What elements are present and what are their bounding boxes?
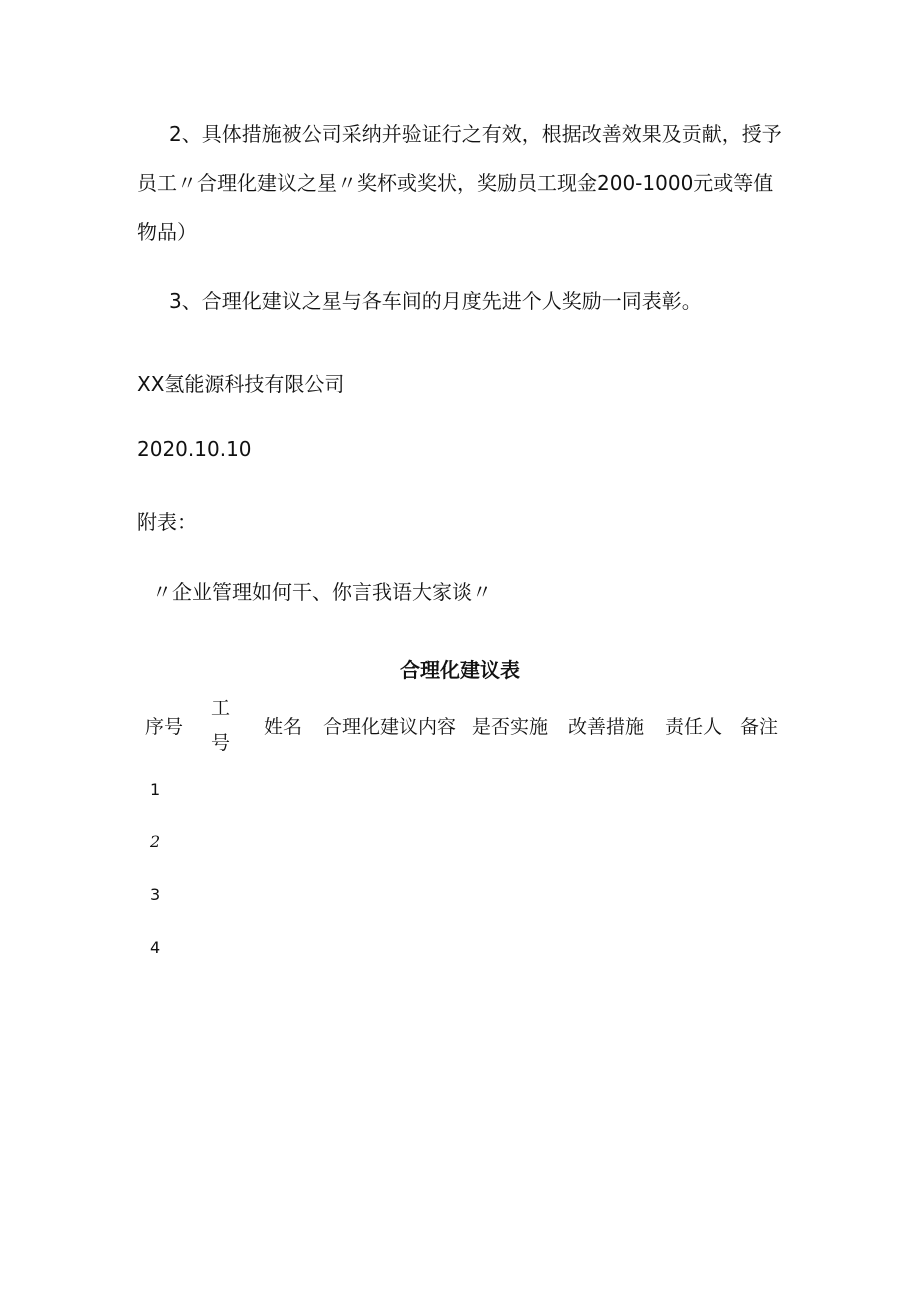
header-name: 姓名 bbox=[264, 716, 303, 738]
header-job-no-top: 工 bbox=[211, 697, 231, 719]
header-implemented: 是否实施 bbox=[472, 716, 549, 738]
company-name: XX氢能源科技有限公司 bbox=[137, 372, 345, 396]
header-remarks: 备注 bbox=[740, 716, 779, 738]
header-job-no-bottom: 号 bbox=[211, 732, 231, 754]
table-row-number: 1 bbox=[150, 780, 161, 799]
paragraph-2: 2、具体措施被公司采纳并验证行之有效，根据改善效果及贡献，授予员工〃合理化建议之星〃奖杯或奖状，奖励员工现金200-1000元或等值物品） bbox=[137, 122, 782, 244]
document-date: 2020.10.10 bbox=[137, 437, 252, 461]
slogan: 〃企业管理如何干、你言我语大家谈〃 bbox=[152, 580, 492, 604]
header-content: 合理化建议内容 bbox=[323, 716, 457, 738]
paragraph-3: 3、合理化建议之星与各车间的月度先进个人奖励一同表彰。 bbox=[169, 289, 702, 313]
attachment-label: 附表： bbox=[137, 510, 197, 534]
table-row-number: 3 bbox=[150, 885, 161, 904]
table-row-number: 2 bbox=[150, 832, 161, 851]
header-seq: 序号 bbox=[145, 716, 184, 738]
header-owner: 责任人 bbox=[665, 716, 723, 738]
header-measures: 改善措施 bbox=[568, 716, 645, 738]
table-title: 合理化建议表 bbox=[400, 658, 520, 682]
table-row-number: 4 bbox=[150, 938, 161, 957]
